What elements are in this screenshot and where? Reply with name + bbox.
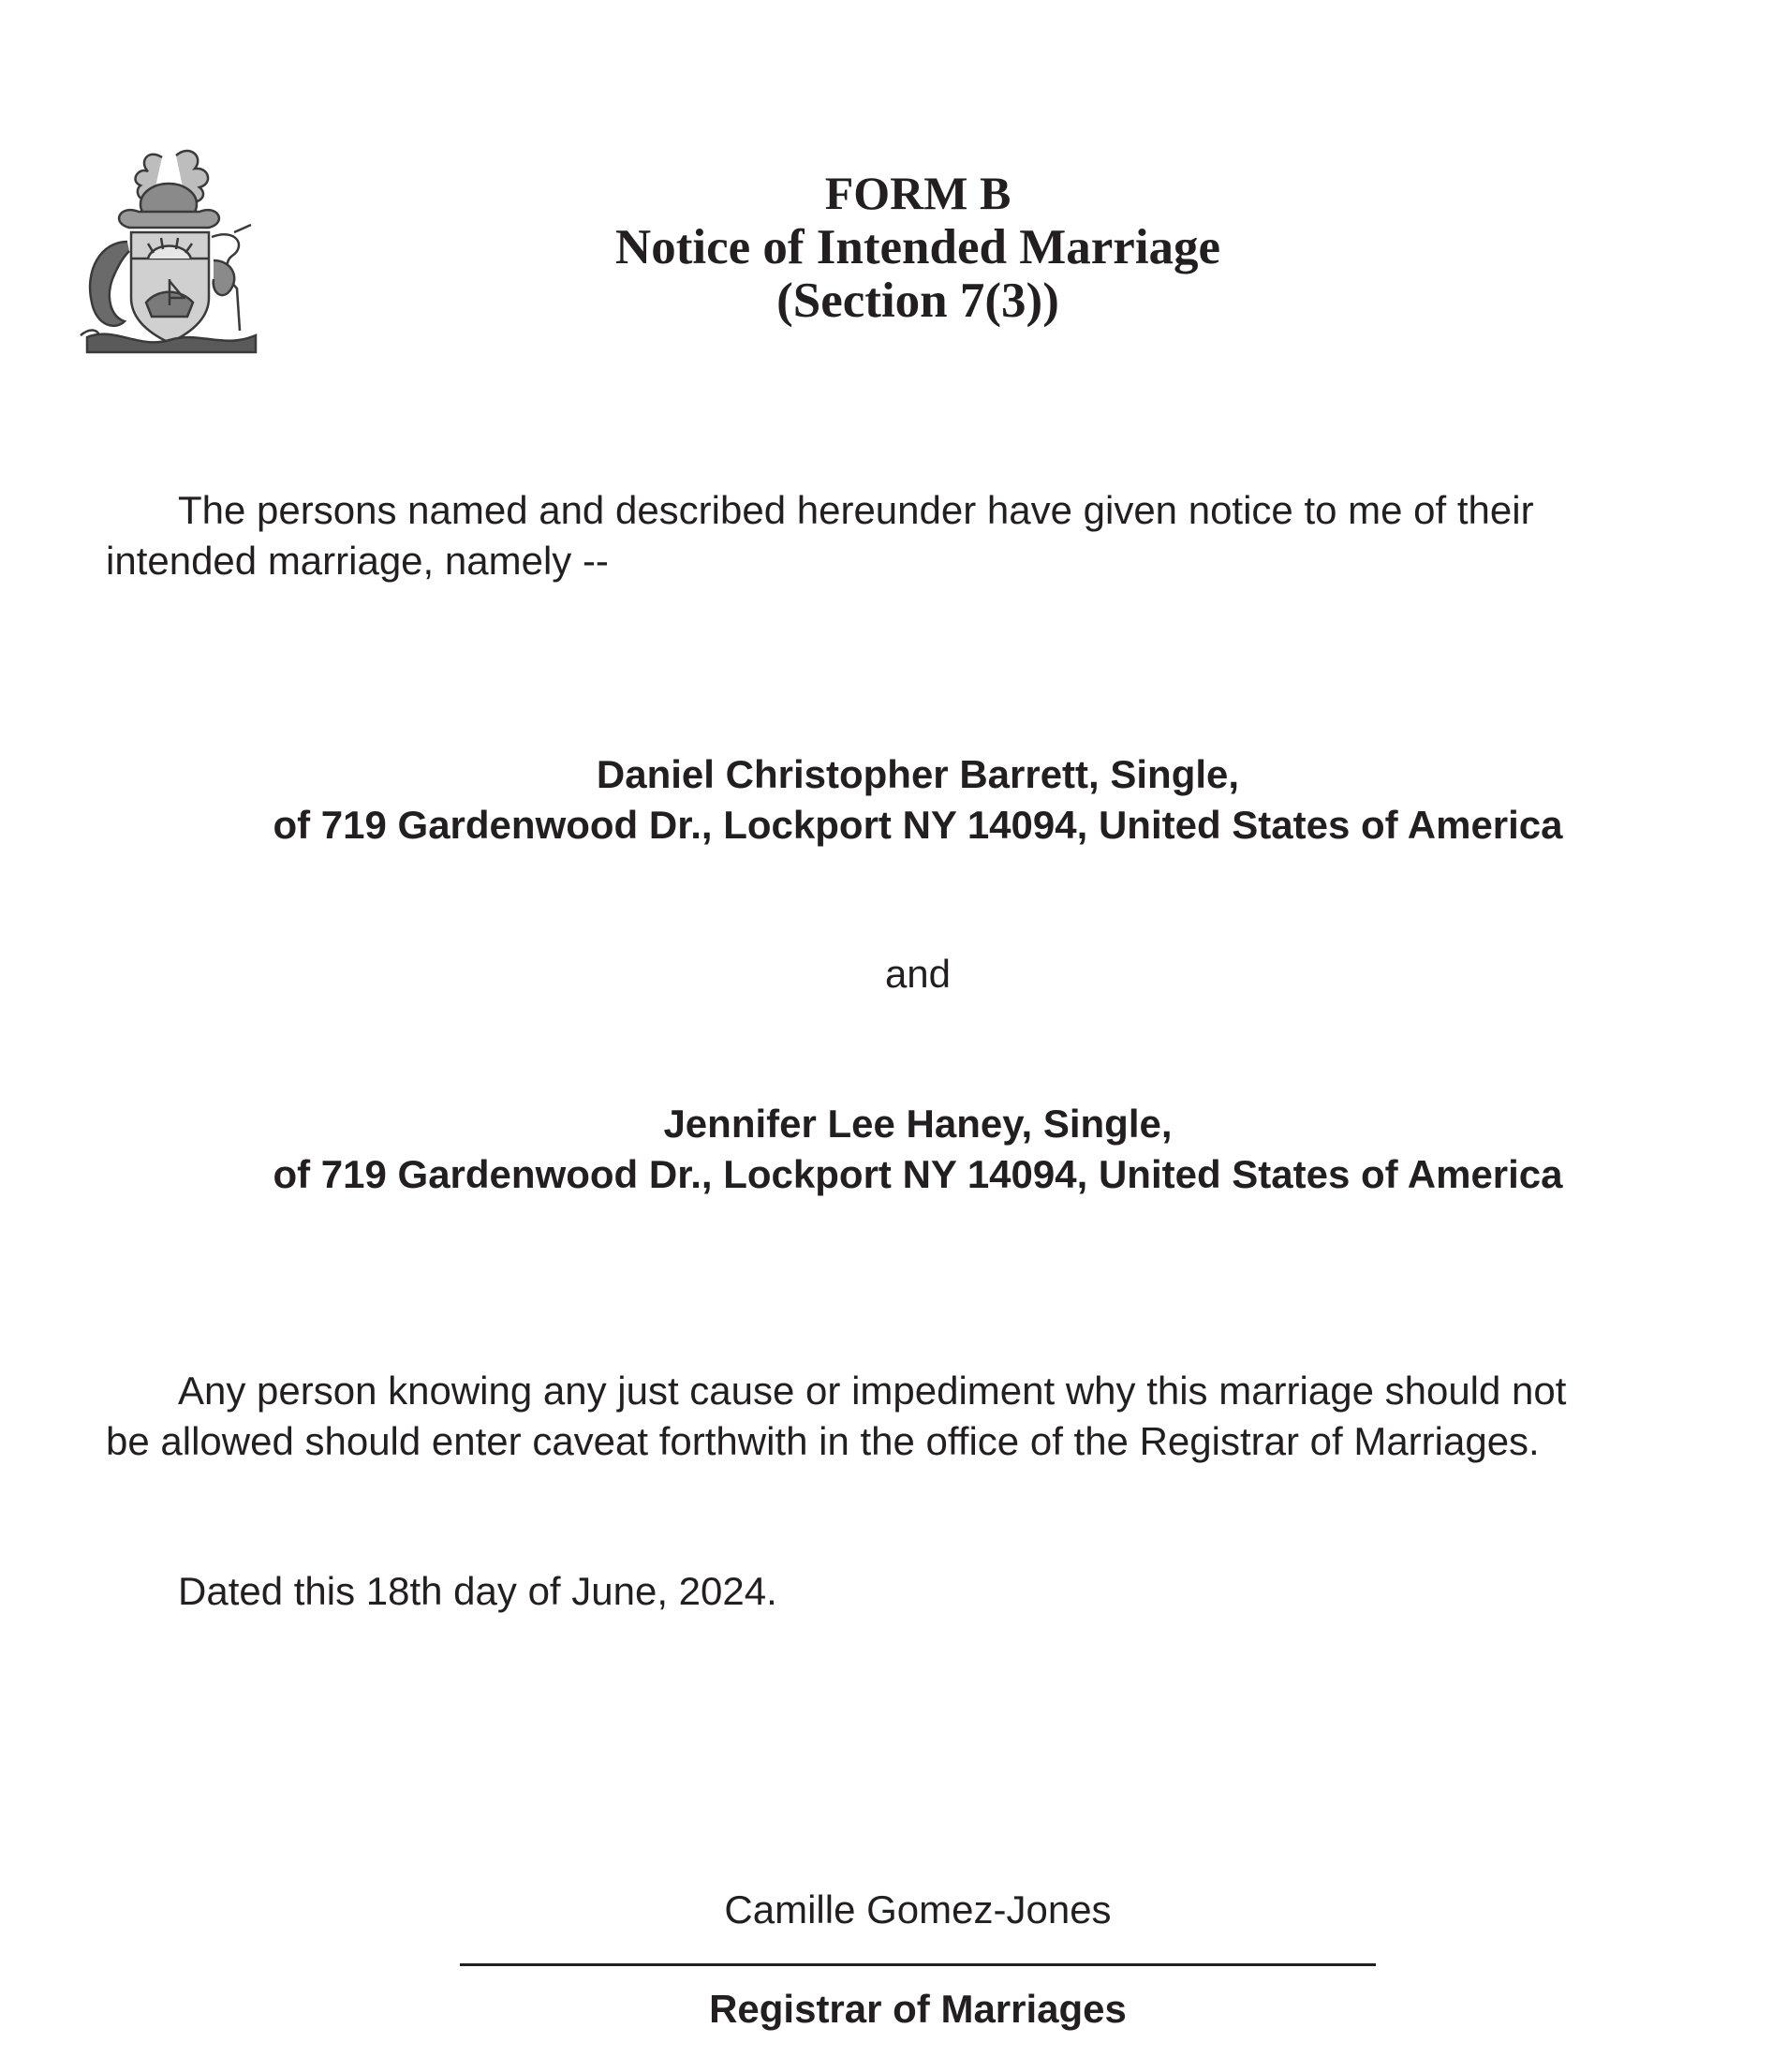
registrar-title: Registrar of Marriages [709, 1987, 1127, 2031]
signature-line [460, 1963, 1376, 1966]
caveat-paragraph [106, 1366, 1717, 1467]
section-reference: (Section 7(3)) [776, 274, 1059, 328]
coat-of-arms-icon [73, 139, 265, 356]
party-1-name: Daniel Christopher Barrett, Single, [596, 752, 1240, 796]
intro-line-2: intended marriage, namely -- [106, 539, 609, 583]
party-2-name: Jennifer Lee Haney, Single, [663, 1102, 1173, 1146]
party-2-address: of 719 Gardenwood Dr., Lockport NY 14094, United States of America [273, 1152, 1563, 1196]
caveat-line-2: be allowed should enter caveat forthwith in the office of the Registrar of Marriages. [106, 1419, 1540, 1463]
form-label: FORM B [824, 167, 1012, 219]
party-1-address: of 719 Gardenwood Dr., Lockport NY 14094, United States of America [273, 803, 1563, 847]
intro-paragraph [106, 485, 1717, 586]
page-title: Notice of Intended Marriage [614, 220, 1221, 274]
dated-line: Dated this 18th day of June, 2024. [178, 1569, 777, 1613]
party-2 [94, 1099, 1742, 1200]
conjunction: and [884, 952, 952, 996]
registrar-name: Camille Gomez-Jones [724, 1887, 1112, 1931]
caveat-line-1: Any person knowing any just cause or impediment why this marriage should not [178, 1369, 1567, 1413]
party-1 [94, 749, 1742, 851]
intro-line-1: The persons named and described hereunder have given notice to me of their [178, 488, 1534, 532]
